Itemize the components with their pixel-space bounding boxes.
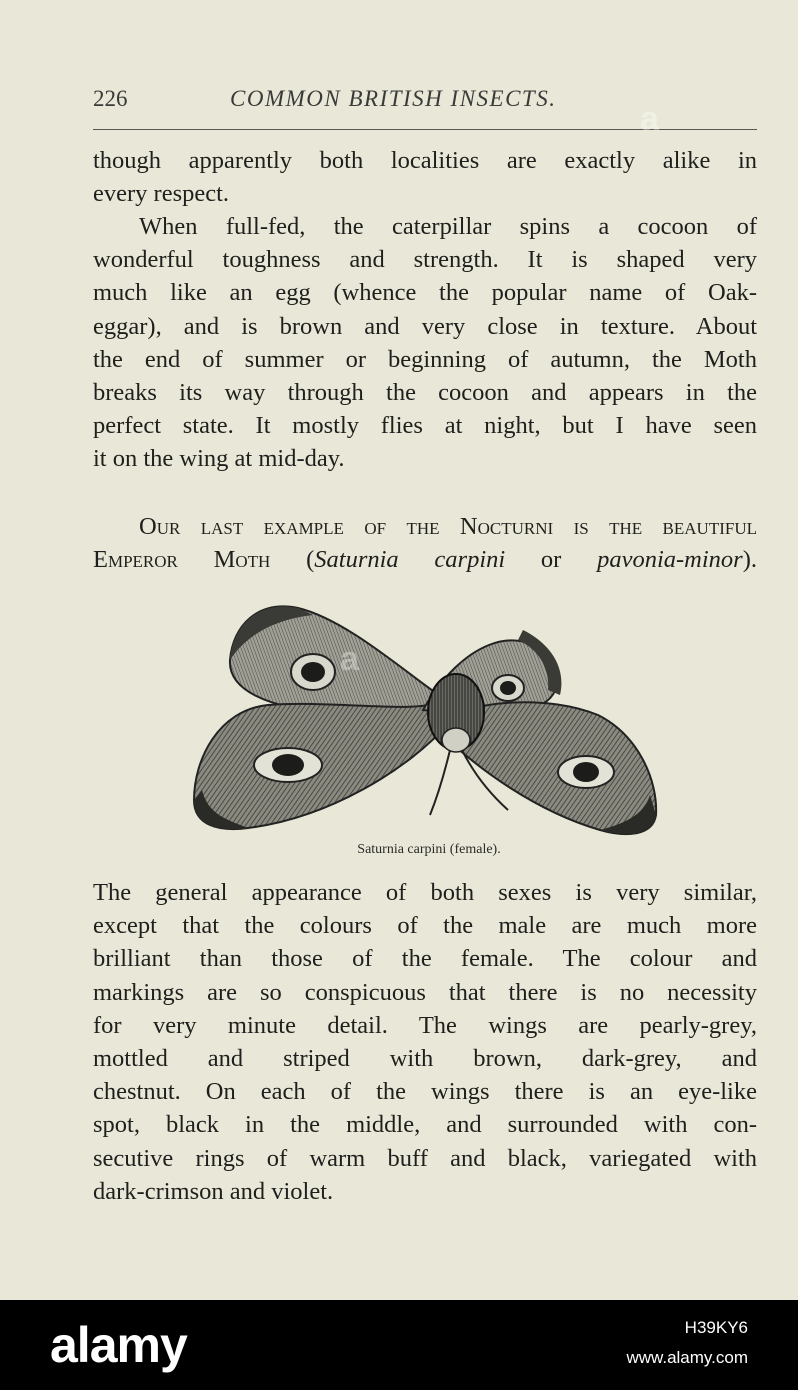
alamy-logo: alamy: [50, 1317, 187, 1373]
text-line: except that the colours of the male are much more: [93, 912, 757, 940]
watermark-mark: a: [340, 640, 359, 678]
text-line: markings are so conspicuous that there is no necessity: [93, 978, 757, 1006]
text-line: mottled and striped with brown, dark-grey, and: [93, 1044, 757, 1072]
text-line: the end of summer or beginning of autumn, the Moth: [93, 345, 757, 373]
text-line: breaks its way through the cocoon and appears in the: [93, 378, 757, 406]
text-line: though apparently both localities are exactly alike in: [93, 147, 757, 174]
paragraph-3: [93, 876, 757, 1208]
text-line: secutive rings of warm buff and black, variegated with: [93, 1144, 757, 1172]
text-line: brilliant than those of the female. The colour and: [93, 945, 757, 973]
text-line: chestnut. On each of the wings there is an eye-like: [93, 1078, 757, 1106]
text-line: When full-fed, the caterpillar spins a cocoon of: [139, 213, 757, 240]
image-id: H39KY6: [684, 1318, 748, 1337]
site-url: www.alamy.com: [626, 1348, 748, 1367]
intro-line: Emperor Moth (Saturnia carpini or pavonia-minor).: [93, 546, 757, 574]
scientific-name-alt: pavonia-minor: [597, 546, 743, 574]
text-line: wonderful toughness and strength. It is shaped very: [93, 246, 757, 274]
paragraph-1: [93, 144, 757, 210]
text-line: much like an egg (whence the popular name of Oak-: [93, 279, 757, 307]
running-title: COMMON BRITISH INSECTS.: [230, 86, 557, 111]
watermark-mark: a: [640, 100, 659, 138]
emperor-moth-illustration: [188, 600, 660, 840]
text-line: it on the wing at mid-day.: [93, 445, 345, 473]
text-line: perfect state. It mostly flies at night, but I have seen: [93, 412, 757, 440]
scientific-name: Saturnia carpini: [314, 546, 506, 574]
species-intro: [93, 510, 757, 576]
species-common-name: Emperor Moth: [93, 546, 271, 574]
intro-line: Our last example of the Nocturni is the beautiful: [139, 513, 757, 540]
text-line: eggar), and is brown and very close in texture. About: [93, 312, 757, 340]
moth-drawing: [194, 607, 656, 835]
text-line: for very minute detail. The wings are pearly-grey,: [93, 1011, 757, 1039]
text-line: every respect.: [93, 180, 230, 208]
text-line: dark-crimson and violet.: [93, 1177, 334, 1205]
page-number: 226: [93, 86, 128, 111]
paragraph-2: [93, 210, 757, 476]
text-line: spot, black in the middle, and surrounded with con-: [93, 1111, 757, 1139]
text-line: The general appearance of both sexes is very similar,: [93, 879, 757, 906]
figure-caption: Saturnia carpini (female).: [357, 842, 501, 857]
stock-footer: [0, 1300, 798, 1390]
